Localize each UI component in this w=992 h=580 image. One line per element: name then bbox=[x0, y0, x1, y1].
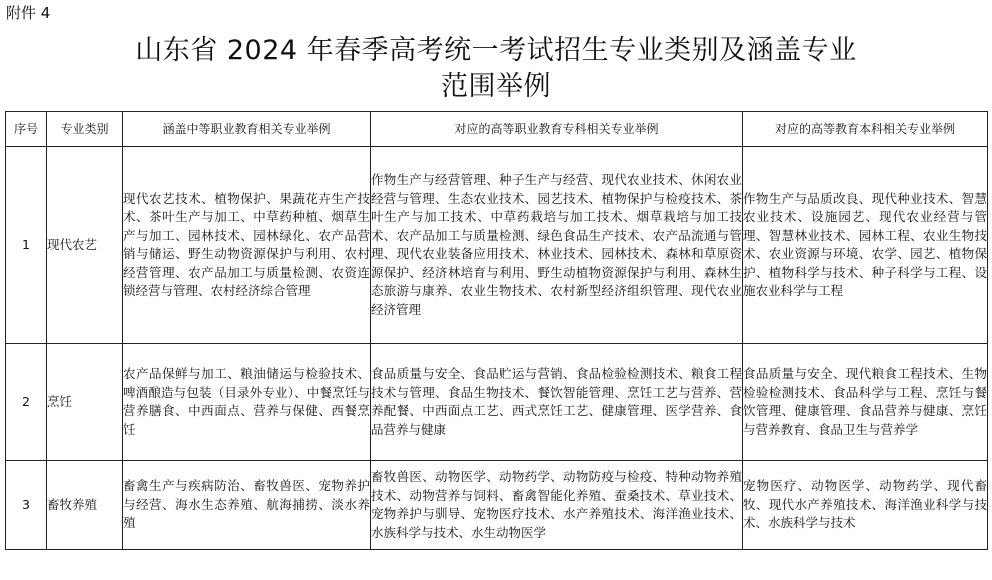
attachment-label: 附件 4 bbox=[6, 4, 51, 22]
header-vocational-majors: 对应的高等职业教育专科相关专业举例 bbox=[371, 112, 743, 147]
row-category: 畜牧养殖 bbox=[47, 461, 123, 550]
header-index: 序号 bbox=[6, 112, 47, 147]
header-category: 专业类别 bbox=[47, 112, 123, 147]
row-secondary-majors: 畜禽生产与疾病防治、畜牧兽医、宠物养护与经营、海水生态养殖、航海捕捞、淡水养殖 bbox=[123, 461, 371, 550]
document-title-line-2: 范围举例 bbox=[441, 71, 551, 102]
row-undergraduate-majors: 作物生产与品质改良、现代种业技术、智慧农业技术、设施园艺、现代农业经营与管理、智慧林业技术、园林工程、农业生物技术、农业资源与环境、农学、园艺、植物保护、植物科学与技术、种子科学与工程、设施农业科学与工程 bbox=[743, 147, 988, 344]
row-secondary-majors: 农产品保鲜与加工、粮油储运与检验技术、啤酒酿造与包装（目录外专业）、中餐烹饪与营养膳食、中西面点、营养与保健、西餐烹饪 bbox=[123, 344, 371, 461]
document-title-line-1: 山东省 2024 年春季高考统一考试招生专业类别及涵盖专业 bbox=[135, 35, 857, 66]
row-index: 1 bbox=[6, 147, 47, 344]
row-category: 现代农艺 bbox=[47, 147, 123, 344]
table-header-row bbox=[6, 112, 988, 147]
table-row bbox=[6, 147, 988, 344]
row-index: 2 bbox=[6, 344, 47, 461]
row-index: 3 bbox=[6, 461, 47, 550]
row-secondary-majors: 现代农艺技术、植物保护、果蔬花卉生产技术、茶叶生产与加工、中草药种植、烟草生产与加工、园林技术、园林绿化、农产品营销与储运、野生动物资源保护与利用、农村经营管理、农产品加工与质量检测、农资连锁经营与管理、农村经济综合管理 bbox=[123, 147, 371, 344]
major-category-table bbox=[5, 111, 988, 550]
table-row bbox=[6, 461, 988, 550]
row-vocational-majors: 食品质量与安全、食品贮运与营销、食品检验检测技术、粮食工程技术与管理、食品生物技术、餐饮智能管理、烹饪工艺与营养、营养配餐、中西面点工艺、西式烹饪工艺、健康管理、医学营养、食品营养与健康 bbox=[371, 344, 743, 461]
row-undergraduate-majors: 宠物医疗、动物医学、动物药学、现代畜牧、现代水产养殖技术、海洋渔业科学与技术、水族科学与技术 bbox=[743, 461, 988, 550]
row-vocational-majors: 畜牧兽医、动物医学、动物药学、动物防疫与检疫、特种动物养殖技术、动物营养与饲料、畜禽智能化养殖、蚕桑技术、草业技术、宠物养护与驯导、宠物医疗技术、水产养殖技术、海洋渔业技术、水族科学与技术、水生动物医学 bbox=[371, 461, 743, 550]
header-secondary-majors: 涵盖中等职业教育相关专业举例 bbox=[123, 112, 371, 147]
header-undergraduate-majors: 对应的高等教育本科相关专业举例 bbox=[743, 112, 988, 147]
row-category: 烹饪 bbox=[47, 344, 123, 461]
row-vocational-majors: 作物生产与经营管理、种子生产与经营、现代农业技术、休闲农业经营与管理、生态农业技术、园艺技术、植物保护与检疫技术、茶叶生产与加工技术、中草药栽培与加工技术、烟草栽培与加工技术、农产品加工与质量检测、绿色食品生产技术、农产品流通与管理、现代农业装备应用技术、林业技术、园林技术、森林和草原资源保护、经济林培育与利用、野生动植物资源保护与利用、森林生态旅游与康养、农业生物技术、农村新型经济组织管理、现代农业经济管理 bbox=[371, 147, 743, 344]
table-row bbox=[6, 344, 988, 461]
row-undergraduate-majors: 食品质量与安全、现代粮食工程技术、生物检验检测技术、食品科学与工程、烹饪与餐饮管理、健康管理、食品营养与健康、烹饪与营养教育、食品卫生与营养学 bbox=[743, 344, 988, 461]
